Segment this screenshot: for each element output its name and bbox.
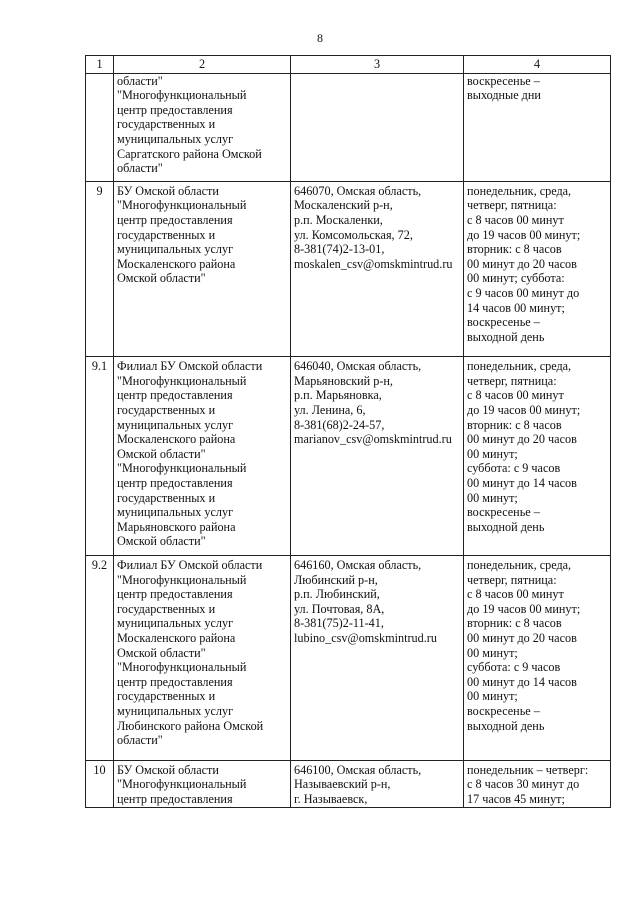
cell-text-line: "Многофункциональный bbox=[117, 572, 247, 587]
cell-text-line: marianov_csv@omskmintrud.ru bbox=[294, 432, 452, 447]
row-number-cell bbox=[86, 357, 114, 556]
cell-text-line: ул. Почтовая, 8А, bbox=[294, 601, 385, 616]
working-hours-cell bbox=[464, 556, 611, 761]
cell-text-line: 00 минут; суббота: bbox=[467, 271, 565, 286]
cell-text-line: выходные дни bbox=[467, 88, 541, 103]
cell-text-line: государственных и bbox=[117, 403, 216, 418]
organization-name-cell bbox=[114, 760, 291, 807]
cell-text-line: вторник: с 8 часов bbox=[467, 616, 562, 631]
cell-text-line: четверг, пятница: bbox=[467, 198, 557, 213]
cell-text-line: 8-381(75)2-11-41, bbox=[294, 616, 384, 631]
cell-text-line: муниципальных услуг bbox=[117, 131, 234, 146]
cell-text-line: 9.2 bbox=[91, 558, 108, 572]
cell-text-line: 8-381(68)2-24-57, bbox=[294, 417, 385, 432]
cell-text-line: БУ Омской области bbox=[117, 762, 219, 777]
cell-text-line: Филиал БУ Омской области bbox=[117, 558, 263, 572]
cell-text-line: области" bbox=[117, 161, 163, 176]
table-header-row bbox=[86, 56, 611, 74]
cell-text-line: выходной день bbox=[467, 718, 545, 733]
column-header-2: 2 bbox=[114, 56, 291, 74]
cell-text-line: муниципальных услуг bbox=[117, 242, 234, 257]
cell-text-line: Москаленского района bbox=[117, 630, 236, 645]
cell-text-line: понедельник, среда, bbox=[467, 558, 572, 572]
cell-text-line: с 8 часов 00 минут bbox=[467, 388, 564, 403]
cell-text-line: 9 bbox=[96, 183, 103, 198]
cell-text-line: 646160, Омская область, bbox=[294, 558, 422, 572]
cell-text-line: 00 минут до 20 часов bbox=[467, 630, 577, 645]
table-row bbox=[86, 357, 611, 556]
cell-text-line: 8-381(74)2-13-01, bbox=[294, 242, 385, 257]
cell-text-line: четверг, пятница: bbox=[467, 373, 557, 388]
address-contacts-cell bbox=[291, 760, 464, 807]
cell-text-line: государственных и bbox=[117, 689, 216, 704]
cell-text-line: "Многофункциональный bbox=[117, 88, 247, 103]
cell-text-line: Саргатского района Омской bbox=[117, 146, 262, 161]
cell-text-line: центр предоставления bbox=[117, 476, 233, 491]
cell-text-line: воскресенье – bbox=[467, 315, 540, 330]
cell-text-line: муниципальных услуг bbox=[117, 417, 234, 432]
cell-text-line: 00 минут до 20 часов bbox=[467, 432, 577, 447]
cell-text-line: Омской области" bbox=[117, 645, 206, 660]
cell-text-line: центр предоставления bbox=[117, 102, 233, 117]
cell-text-line: "Многофункциональный bbox=[117, 461, 247, 476]
cell-text-line: области" bbox=[117, 733, 163, 748]
row-number-cell bbox=[86, 73, 114, 181]
table-row bbox=[86, 73, 611, 181]
cell-text-line: г. Называевск, bbox=[294, 791, 368, 806]
cell-text-line: государственных и bbox=[117, 490, 216, 505]
cell-text-line: lubino_csv@omskmintrud.ru bbox=[294, 630, 437, 645]
cell-text-line: выходной день bbox=[467, 329, 545, 344]
cell-text-line: воскресенье – bbox=[467, 703, 540, 718]
working-hours-cell bbox=[464, 357, 611, 556]
cell-text-line: moskalen_csv@omskmintrud.ru bbox=[294, 256, 453, 271]
cell-text-line: 17 часов 45 минут; bbox=[467, 791, 565, 806]
organization-name-cell bbox=[114, 73, 291, 181]
cell-text-line: до 19 часов 00 минут; bbox=[467, 227, 581, 242]
column-header-1: 1 bbox=[86, 56, 114, 74]
cell-text-line: Филиал БУ Омской области bbox=[117, 359, 263, 374]
page-number: 8 bbox=[317, 31, 323, 45]
cell-text-line: государственных и bbox=[117, 227, 216, 242]
cell-text-line: 646100, Омская область, bbox=[294, 762, 422, 777]
cell-text-line: центр предоставления bbox=[117, 674, 233, 689]
table-row bbox=[86, 556, 611, 761]
address-contacts-cell bbox=[291, 73, 464, 181]
mfc-table bbox=[85, 55, 611, 808]
cell-text-line: 9.1 bbox=[91, 359, 108, 374]
cell-text-line: Москаленский р-н, bbox=[294, 198, 393, 213]
cell-text-line: центр предоставления bbox=[117, 587, 233, 602]
row-number-cell bbox=[86, 181, 114, 357]
cell-text-line: до 19 часов 00 минут; bbox=[467, 601, 581, 616]
cell-text-line: вторник: с 8 часов bbox=[467, 417, 562, 432]
cell-text-line: "Многофункциональный bbox=[117, 660, 247, 675]
table-body bbox=[86, 73, 611, 807]
cell-text-line: Марьяновского района bbox=[117, 519, 236, 534]
cell-text-line: 00 минут до 14 часов bbox=[467, 674, 577, 689]
cell-text-line: понедельник, среда, bbox=[467, 359, 572, 374]
cell-text-line: "Многофункциональный bbox=[117, 198, 247, 213]
address-contacts-cell bbox=[291, 181, 464, 357]
cell-text-line: ул. Комсомольская, 72, bbox=[294, 227, 413, 242]
cell-text-line: муниципальных услуг bbox=[117, 703, 234, 718]
row-number-cell bbox=[86, 556, 114, 761]
cell-text-line: БУ Омской области bbox=[117, 183, 219, 198]
cell-text-line: до 19 часов 00 минут; bbox=[467, 403, 581, 418]
cell-text-line: 646040, Омская область, bbox=[294, 359, 422, 374]
cell-text-line: с 8 часов 00 минут bbox=[467, 587, 564, 602]
cell-text-line: 00 минут; bbox=[467, 645, 518, 660]
cell-text-line: воскресенье – bbox=[467, 505, 540, 520]
cell-text-line: государственных и bbox=[117, 601, 216, 616]
cell-text-line: государственных и bbox=[117, 117, 216, 132]
cell-text-line: 00 минут до 14 часов bbox=[467, 476, 577, 491]
cell-text-line: области" bbox=[117, 73, 163, 88]
cell-text-line: муниципальных услуг bbox=[117, 505, 234, 520]
cell-text-line: с 8 часов 00 минут bbox=[467, 212, 564, 227]
cell-text-line: четверг, пятница: bbox=[467, 572, 557, 587]
cell-text-line: 10 bbox=[93, 762, 106, 777]
cell-text-line: "Многофункциональный bbox=[117, 777, 247, 792]
cell-text-line: р.п. Любинский, bbox=[294, 587, 380, 602]
cell-text-line: муниципальных услуг bbox=[117, 616, 234, 631]
cell-text-line: 00 минут; bbox=[467, 446, 518, 461]
row-number-cell bbox=[86, 760, 114, 807]
column-header-3: 3 bbox=[291, 56, 464, 74]
cell-text-line: центр предоставления bbox=[117, 791, 233, 806]
cell-text-line: Москаленского района bbox=[117, 432, 236, 447]
cell-text-line: 00 минут; bbox=[467, 490, 518, 505]
working-hours-cell bbox=[464, 760, 611, 807]
cell-text-line: с 8 часов 30 минут до bbox=[467, 777, 580, 792]
column-header-4: 4 bbox=[464, 56, 611, 74]
cell-text-line: воскресенье – bbox=[467, 73, 540, 88]
organization-name-cell bbox=[114, 181, 291, 357]
cell-text-line: р.п. Москаленки, bbox=[294, 212, 383, 227]
cell-text-line: Марьяновский р-н, bbox=[294, 373, 393, 388]
cell-text-line: Москаленского района bbox=[117, 256, 236, 271]
organization-name-cell bbox=[114, 556, 291, 761]
cell-text-line: р.п. Марьяновка, bbox=[294, 388, 382, 403]
table-row bbox=[86, 760, 611, 807]
cell-text-line: 14 часов 00 минут; bbox=[467, 300, 565, 315]
cell-text-line: понедельник, среда, bbox=[467, 183, 572, 198]
cell-text-line: центр предоставления bbox=[117, 388, 233, 403]
cell-text-line: вторник: с 8 часов bbox=[467, 242, 562, 257]
cell-text-line: Омской области" bbox=[117, 271, 206, 286]
cell-text-line: суббота: с 9 часов bbox=[467, 660, 561, 675]
cell-text-line: ул. Ленина, 6, bbox=[294, 403, 366, 418]
cell-text-line: 00 минут; bbox=[467, 689, 518, 704]
cell-text-line: 00 минут до 20 часов bbox=[467, 256, 577, 271]
table-row bbox=[86, 181, 611, 357]
cell-text-line: понедельник – четверг: bbox=[467, 762, 589, 777]
address-contacts-cell bbox=[291, 357, 464, 556]
cell-text-line: Любинский р-н, bbox=[294, 572, 378, 587]
cell-text-line: "Многофункциональный bbox=[117, 373, 247, 388]
address-contacts-cell bbox=[291, 556, 464, 761]
cell-text-line: 646070, Омская область, bbox=[294, 183, 422, 198]
working-hours-cell bbox=[464, 181, 611, 357]
cell-text-line: центр предоставления bbox=[117, 212, 233, 227]
cell-text-line: с 9 часов 00 минут до bbox=[467, 285, 580, 300]
cell-text-line: Называевский р-н, bbox=[294, 777, 391, 792]
cell-text-line: Омской области" bbox=[117, 534, 206, 549]
working-hours-cell bbox=[464, 73, 611, 181]
cell-text-line: Омской области" bbox=[117, 446, 206, 461]
cell-text-line: суббота: с 9 часов bbox=[467, 461, 561, 476]
cell-text-line: Любинского района Омской bbox=[117, 718, 264, 733]
cell-text-line: выходной день bbox=[467, 519, 545, 534]
organization-name-cell bbox=[114, 357, 291, 556]
